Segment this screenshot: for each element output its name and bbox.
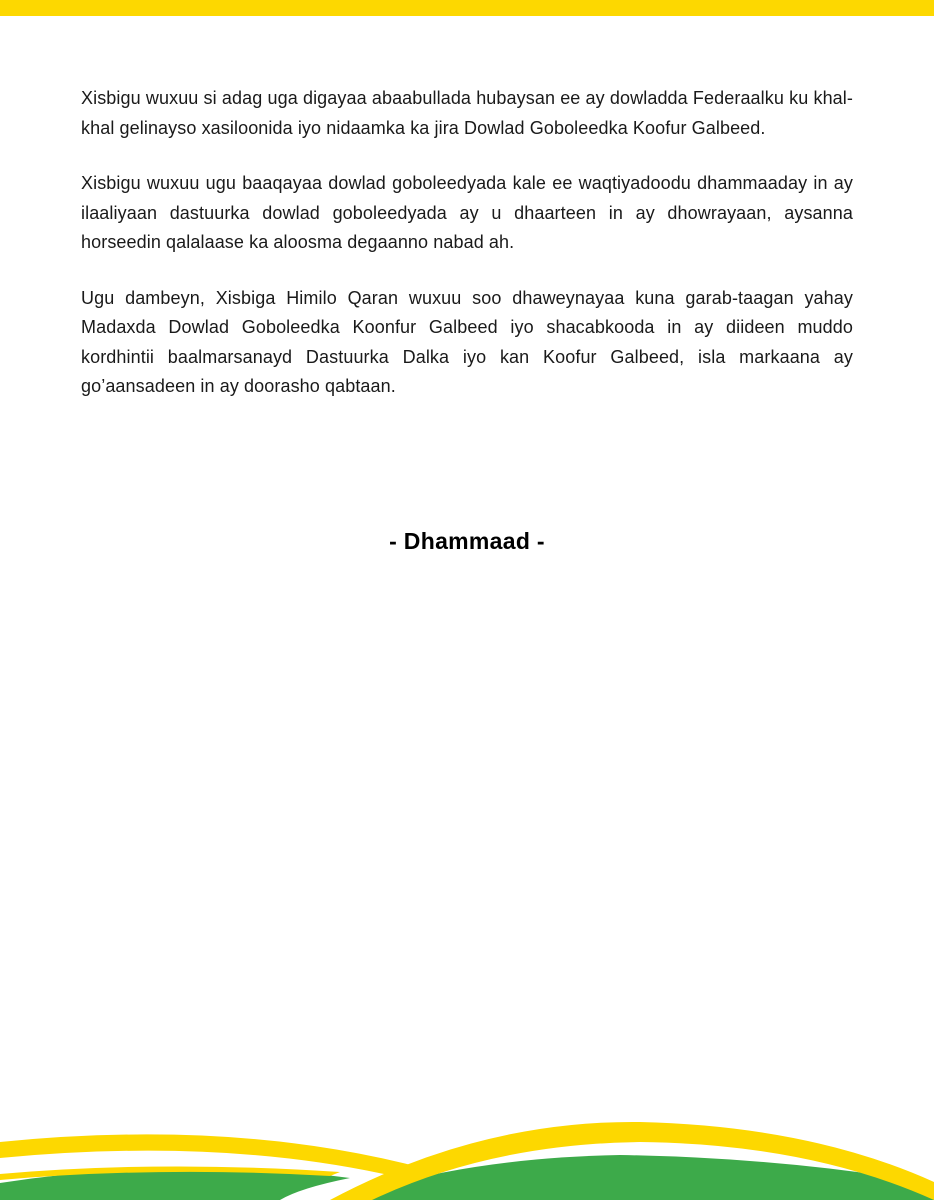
closing-mark: - Dhammaad -: [389, 528, 545, 554]
paragraph-3: Ugu dambeyn, Xisbiga Himilo Qaran wuxuu soo dhaweynayaa kuna garab-taagan yahay Madaxda Dowlad Goboleedka Koonfur Galbeed iyo shacabkooda in ay diideen muddo kordhintii baalmarsanayd Dastuurka Dalka iyo kan Koofur Galbeed, isla markaana ay go’aansadeen in ay doorasho qabtaan.: [81, 287, 853, 396]
paragraph-1: Xisbigu wuxuu si adag uga digayaa abaabullada hubaysan ee ay dowladda Federaalku ku khal-khal gelinayso xasiloonida iyo nidaamka ka jira Dowlad Goboleedka Koofur Galbeed.: [81, 88, 853, 138]
paragraph-2: Xisbigu wuxuu ugu baaqayaa dowlad goboleedyada kale ee waqtiyadoodu dhammaaday in ay ilaaliyaan dastuurka dowlad goboleedyada ay u dhaarteen in ay dhowrayaan, aysanna horseedin qalalaase ka aloosma degaanno nabad ah.: [81, 173, 853, 252]
document-body: [81, 84, 853, 428]
top-yellow-band: [0, 0, 934, 16]
bottom-decorative-waves: [0, 1100, 934, 1200]
